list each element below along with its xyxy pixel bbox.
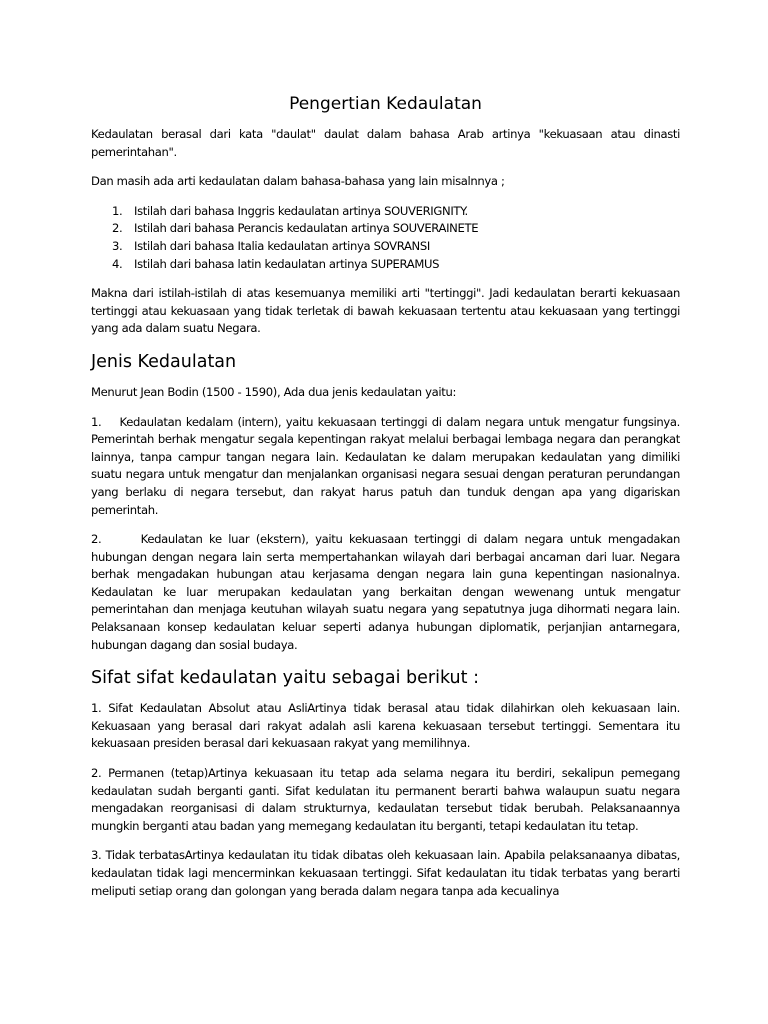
type-external-paragraph: 2. Kedaulatan ke luar (ekstern), yaitu kekuasaan tertinggi di dalam negara untuk mengadakan hubungan dengan negara lain serta mempertahankan wilayah dari berbagai ancaman dari luar. Negara berhak mengadakan hubungan atau kerjasama dengan negara lain guna kepentingan nasionalnya. Kedaulatan ke luar merupakan kedaulatan yang berkaitan dengan wewenang untuk mengatur pemerintahan dan menjaga keutuhan wilayah suatu negara yang sepatutnya juga dihormati negara lain. Pelaksanaan konsep kedaulatan keluar seperti adanya hubungan diplomatik, perjanjian antarnegara, hubungan dagang dan sosial budaya. [91, 532, 684, 652]
intro-secondary-paragraph: Dan masih ada arti kedaulatan dalam bahasa-bahasa yang lain misalnnya ; [91, 174, 505, 189]
list-item-text: Istilah dari bahasa Italia kedaulatan artinya SOVRANSI [134, 238, 430, 253]
document-page [91, 92, 684, 912]
trait-absolute-paragraph: 1. Sifat Kedaulatan Absolut atau AsliArtinya tidak berasal atau tidak dilahirkan oleh kekuasaan lain. Kekuasaan yang berasal dari rakyat adalah asli karena kekuasaan tersebut tertinggi. Sementara itu kekuasaan presiden berasal dari kekuasaan rakyat yang memilihnya. [91, 701, 680, 751]
list-item [91, 256, 680, 274]
term-list [91, 203, 680, 273]
page-title: Pengertian Kedaulatan [289, 94, 482, 114]
types-intro-paragraph: Menurut Jean Bodin (1500 - 1590), Ada dua jenis kedaulatan yaitu: [91, 384, 457, 399]
list-item [91, 203, 680, 221]
list-item-number: 2. [112, 221, 123, 236]
trait-unlimited-paragraph: 3. Tidak terbatasArtinya kedaulatan itu tidak dibatas oleh kekuasaan lain. Apabila pelaksanaanya dibatas, kedaulatan tidak lagi mencerminkan kekuasaan tertinggi. Sifat kedaulatan itu tidak terbatas yang berarti meliputi setiap orang dan golongan yang berada dalam negara tanpa ada kecualinya [91, 848, 680, 898]
intro-paragraph: Kedaulatan berasal dari kata "daulat" daulat dalam bahasa Arab artinya "kekuasaan atau dinasti pemerintahan". [91, 127, 680, 159]
meaning-paragraph: Makna dari istilah-istilah di atas kesemuanya memiliki arti "tertinggi". Jadi kedaulatan berarti kekuasaan tertinggi atau kekuasaan yang tidak terletak di bawah kekuasaan tertentu atau kekuasaan yang tertinggi yang ada dalam suatu Negara. [91, 286, 680, 336]
list-item-number: 3. [112, 238, 123, 253]
list-item [91, 220, 680, 238]
types-heading: Jenis Kedaulatan [91, 351, 237, 372]
trait-permanent-paragraph: 2. Permanen (tetap)Artinya kekuasaan itu tetap ada selama negara itu berdiri, sekalipun pemegang kedaulatan sudah berganti ganti. Sifat kedulatan itu permanent berarti bahwa walaupun suatu negara mengadakan reorganisasi di dalam strukturnya, kedaulatan tersebut tidak berubah. Pelaksanaannya mungkin berganti atau badan yang memegang kedaulatan itu berganti, tetapi kedaulatan itu tetap. [91, 766, 680, 833]
list-item-text: Istilah dari bahasa latin kedaulatan artinya SUPERAMUS [134, 256, 440, 271]
traits-heading: Sifat sifat kedaulatan yaitu sebagai berikut : [91, 668, 479, 689]
list-item-text: Istilah dari bahasa Inggris kedaulatan artinya SOUVERIGNITY. [134, 203, 468, 218]
type-internal-paragraph: 1. Kedaulatan kedalam (intern), yaitu kekuasaan tertinggi di dalam negara untuk mengatur fungsinya. Pemerintah berhak mengatur segala kepentingan rakyat melalui berbagai lembaga negara dan perangkat lainnya, tanpa campur tangan negara lain. Kedaulatan ke dalam merupakan kedaulatan yang dimiliki suatu negara untuk mengatur dan menjalankan organisasi negara sesuai dengan peraturan perundangan yang berlaku di negara tersebut, dan rakyat harus patuh dan tunduk dengan apa yang digariskan pemerintah. [91, 414, 684, 517]
list-item-text: Istilah dari bahasa Perancis kedaulatan artinya SOUVERAINETE [134, 221, 479, 236]
list-item [91, 238, 680, 256]
list-item-number: 1. [112, 203, 123, 218]
list-item-number: 4. [112, 256, 123, 271]
